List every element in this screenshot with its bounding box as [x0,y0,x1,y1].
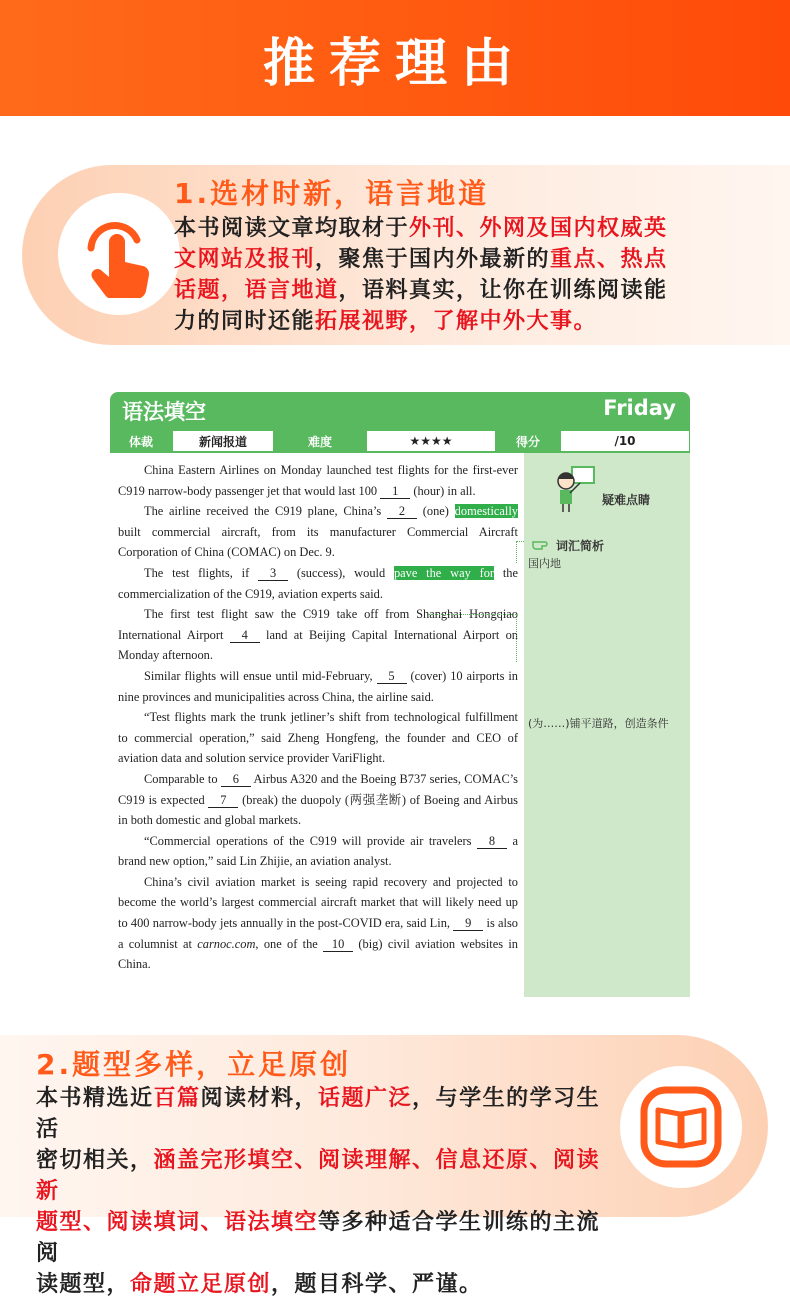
body-text: ，题目科学、严谨。 [271,1272,483,1297]
book-icon [620,1066,742,1188]
body-text: 等多种适合学生训练的主流阅 [36,1210,601,1266]
answer-blank[interactable]: 2 [387,504,417,519]
article-text-run: (success), would [288,565,394,580]
tips-heading: 疑难点睛 [602,493,651,507]
info-value-genre: 新闻报道 [172,430,274,452]
exercise-day: Friday [603,396,676,420]
body-text: ，与学生的学习生活 [36,1086,601,1142]
connector-line [516,614,517,662]
highlight-text: 涵盖完形填空、阅读理解、信息还原、阅读新 [36,1148,601,1204]
tap-hand-icon [58,193,180,315]
text-line [36,1083,616,1145]
article-text-run: land at Beijing Capital International Airport on Monday afternoon. [118,627,518,663]
article-paragraph [118,460,518,501]
article-text-run: (big) civil aviation websites in China. [118,936,518,972]
answer-blank[interactable]: 4 [230,628,260,643]
body-text: 密切相关， [36,1148,154,1173]
teacher-icon [554,465,598,513]
highlight-text: 话题广泛 [318,1086,413,1111]
connector-line [516,541,517,563]
article-paragraph [118,563,518,604]
section2-body [36,1083,616,1300]
article-text-run: “Commercial operations of the C919 will provide air travelers [144,833,477,848]
section1-body [174,213,754,337]
vocab-heading: 词汇简析 [556,539,605,553]
text-line [174,306,754,337]
section2-title: 2.题型多样，立足原创 [36,1048,352,1081]
answer-blank[interactable]: 1 [380,484,410,499]
article-text-run: The airline received the C919 plane, China’s [144,504,387,519]
answer-blank[interactable]: 3 [258,566,288,581]
article-paragraph [118,831,518,872]
answer-blank[interactable]: 9 [453,916,483,931]
highlighted-vocab: pave the way for [393,565,495,580]
text-line [36,1207,616,1269]
text-line [174,213,754,244]
text-line [174,275,754,306]
article-paragraph [118,769,518,831]
highlight-text: 题型、阅读填词、语法填空 [36,1210,319,1235]
article-text [118,460,518,975]
info-label-genre: 体裁 [128,434,153,449]
highlight-text: 话题，语言地道 [174,278,339,303]
highlight-text: 百篇 [153,1086,201,1111]
pointing-hand-icon [532,537,552,551]
text-line [36,1269,616,1300]
answer-blank[interactable]: 8 [477,834,507,849]
highlight-text: 命题立足原创 [130,1272,272,1297]
article-text-run: The test flights, if [144,565,259,580]
article-text-run: “Test flights mark the trunk jetliner’s shift from technological fulfillment to commercial operation,” said Zheng Hongfeng, the founder and CEO of aviation data and solution service provider VariFlight. [118,710,518,766]
exercise-info-bar [110,429,690,453]
body-text: 本书阅读文章均取材于 [174,216,410,241]
section1-title: 1.选材时新，语言地道 [174,177,490,210]
body-text: 读题型， [36,1272,131,1297]
body-text: 阅读材料， [200,1086,319,1111]
article-text-run: , one of the [255,936,324,951]
connector-line [428,614,516,615]
article-text-run: (one) [417,504,455,519]
answer-blank[interactable]: 7 [208,793,238,808]
article-paragraph [118,872,518,975]
sample-page [110,392,690,997]
header-banner [0,0,790,116]
article-text-run: a brand new option,” said Lin Zhijie, an aviation analyst. [118,833,518,869]
info-value-score: /10 [560,430,690,452]
info-label-difficulty: 难度 [307,434,332,449]
vocab-note-domestically: 国内地 [528,557,561,570]
article-text-run: (break) the duopoly (两强垄断) of Boeing and Airbus in both domestic and global markets. [118,792,518,828]
info-label-score: 得分 [515,434,540,449]
answer-blank[interactable]: 5 [377,669,407,684]
connector-line [516,541,524,542]
body-text: ，语料真实，让你在训练阅读能 [338,278,668,303]
vocab-note-pave-the-way: (为……)铺平道路，创造条件 [528,717,669,730]
text-line [174,244,754,275]
highlight-text: 拓展视野，了解中外大事。 [315,309,598,334]
italic-text: carnoc.com [197,936,256,951]
exercise-title: 语法填空 [122,400,206,424]
article-text-run: (cover) 10 airports in nine provinces and municipalities across China, the airline said. [118,668,518,704]
article-text-run: (hour) in all. [410,483,476,498]
article-text-run: Similar flights will ensue until mid-February, [144,668,377,683]
notes-sidebar [524,453,690,997]
body-text: ，聚焦于国内外最新的 [315,247,551,272]
info-value-difficulty: ★★★★ [366,430,496,452]
body-text: 力的同时还能 [174,309,316,334]
article-paragraph [118,501,518,563]
highlight-text: 重点、热点 [550,247,668,272]
exercise-header [110,392,690,429]
body-text: 本书精选近 [36,1086,154,1111]
article-paragraph [118,707,518,769]
highlight-text: 外刊、外网及国内权威英 [409,216,668,241]
article-text-run: China Eastern Airlines on Monday launched test flights for the first-ever C919 narrow-body passenger jet that would last 100 [118,463,518,498]
article-paragraph [118,666,518,707]
highlighted-vocab: domestically [454,504,518,519]
banner-title: 推荐理由 [262,33,527,94]
article-text-run: is also a columnist at [118,916,518,951]
text-line [36,1145,616,1207]
article-text-run: built commercial aircraft, from its manufacturer Commercial Aircraft Corporation of China (COMAC) on Dec. 9. [118,524,518,560]
answer-blank[interactable]: 10 [323,937,353,952]
article-text-run: the commercialization of the C919, aviation experts said. [118,565,518,601]
article-text-run: The first test flight saw the C919 take off from Shanghai Hongqiao International Airport [118,607,518,642]
answer-blank[interactable]: 6 [221,772,251,787]
article-text-run: China’s civil aviation market is seeing rapid recovery and projected to become the world’s largest commercial aircraft market that will likely need up to 400 narrow-body jets annually in the post-COVID era, said Lin, [118,874,518,931]
article-text-run: Comparable to [144,771,221,786]
highlight-text: 文网站及报刊 [174,247,316,272]
article-text-run: Airbus A320 and the Boeing B737 series, COMAC’s C919 is expected [118,771,518,807]
